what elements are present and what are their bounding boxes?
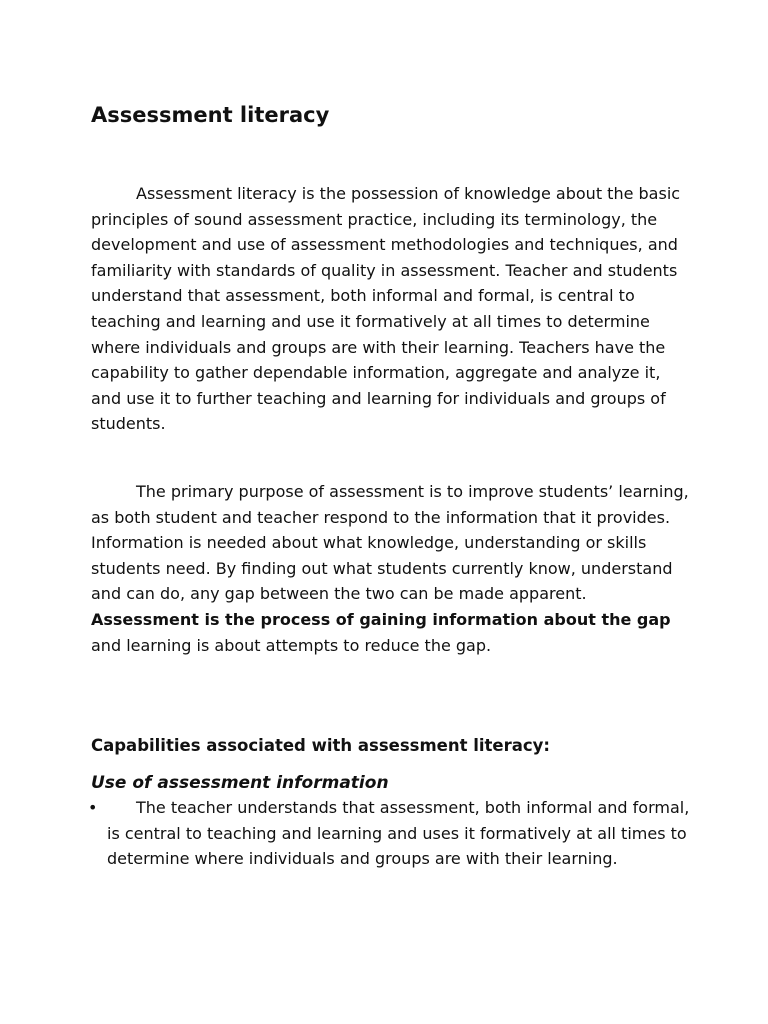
capabilities-heading: Capabilities associated with assessment literacy:	[91, 736, 551, 755]
bullet-icon: •	[88, 798, 98, 817]
paragraph-primary-purpose	[91, 479, 691, 658]
document-title: Assessment literacy	[91, 103, 330, 127]
paragraph-primary-purpose-end: and learning is about attempts to reduce the gap.	[91, 635, 492, 655]
paragraph-assessment-literacy-definition: Assessment literacy is the possession of knowledge about the basic principles of sound assessment practice, including its terminology, the development and use of assessment methodologies and techniques, and familiarity with standards of quality in assessment. Teacher and students understand that assessment, both informal and formal, is central to teaching and learning and use it formatively at all times to determine where individuals and groups are with their learning. Teachers have the capability to gather dependable information, aggregate and analyze it, and use it to further teaching and learning for individuals and groups of students.	[91, 184, 681, 434]
paragraph-primary-purpose-bold: Assessment is the process of gaining information about the gap	[91, 609, 671, 629]
paragraph-primary-purpose-text: The primary purpose of assessment is to improve students’ learning, as both student and teacher respond to the information that it provides. Information is needed about what knowledge, understanding or skills students need. By finding out what students currently know, understand and can do, any gap between the two can be made apparent.	[91, 482, 689, 604]
use-of-assessment-subheading: Use of assessment information	[91, 773, 389, 793]
list-item: The teacher understands that assessment, both informal and formal, is central to teaching and learning and uses it formatively at all times to determine where individuals and groups are with their learning.	[107, 798, 690, 869]
